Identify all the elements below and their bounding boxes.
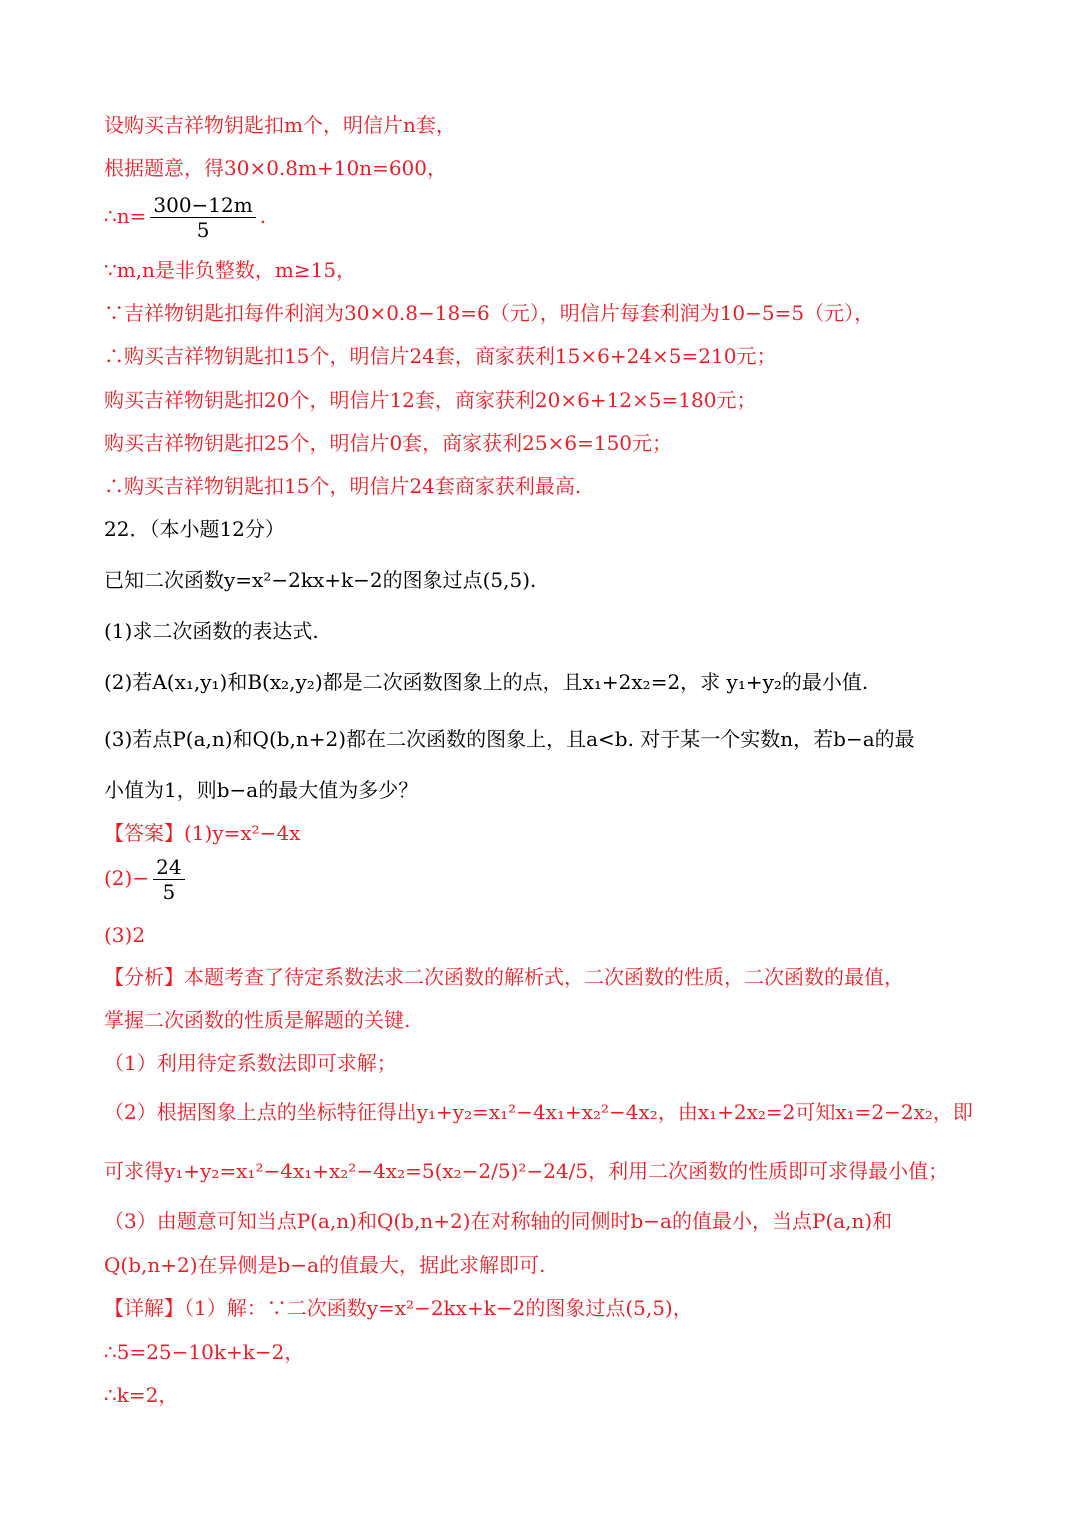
fraction-numerator: 300−12m bbox=[150, 193, 255, 218]
answer-2-denominator: 5 bbox=[162, 880, 176, 904]
analysis-7: Q(b,n+2)在异侧是b−a的值最大，据此求解即可. bbox=[104, 1253, 546, 1277]
answer-2-fraction bbox=[153, 855, 184, 904]
line-7: 购买吉祥物钥匙扣20个，明信片12套，商家获利20×6+12×5=180元； bbox=[104, 388, 757, 412]
answer-2-numerator: 24 bbox=[153, 855, 184, 880]
line-8: 购买吉祥物钥匙扣25个，明信片0套，商家获利25×6=150元； bbox=[104, 431, 673, 455]
question-stem: 已知二次函数y=x²−2kx+k−2的图象过点(5,5). bbox=[104, 568, 537, 592]
line-6: ∴购买吉祥物钥匙扣15个，明信片24套，商家获利15×6+24×5=210元； bbox=[104, 344, 777, 368]
question-part-2: (2)若A(x₁,y₁)和B(x₂,y₂)都是二次函数图象上的点，且x₁+2x₂=2，求 y₁+y₂的最小值. bbox=[104, 670, 869, 694]
answer-3: (3)2 bbox=[104, 923, 146, 947]
answer-2 bbox=[104, 855, 189, 904]
line-2: 根据题意，得30×0.8m+10n=600， bbox=[104, 156, 447, 180]
analysis-3: （1）利用待定系数法即可求解； bbox=[104, 1051, 397, 1075]
analysis-6: （3）由题意可知当点P(a,n)和Q(b,n+2)在对称轴的同侧时b−a的值最小，当点P(a,n)和 bbox=[104, 1209, 893, 1233]
analysis-2: 掌握二次函数的性质是解题的关键. bbox=[104, 1008, 411, 1032]
detail-1: 【详解】（1）解：∵二次函数y=x²−2kx+k−2的图象过点(5,5)， bbox=[104, 1296, 693, 1320]
question-part-1: (1)求二次函数的表达式. bbox=[104, 619, 319, 643]
question-header: 22．（本小题12分） bbox=[104, 517, 285, 541]
fraction-denominator: 5 bbox=[196, 218, 210, 242]
detail-3: ∴k=2， bbox=[104, 1383, 179, 1407]
line-3-suffix: . bbox=[259, 204, 267, 228]
line-1: 设购买吉祥物钥匙扣m个，明信片n套， bbox=[104, 113, 456, 137]
line-9: ∴购买吉祥物钥匙扣15个，明信片24套商家获利最高. bbox=[104, 474, 582, 498]
line-5: ∵吉祥物钥匙扣每件利润为30×0.8−18=6（元），明信片每套利润为10−5=5（元）， bbox=[104, 301, 875, 325]
question-part-3-cont: 小值为1，则b−a的最大值为多少？ bbox=[104, 778, 419, 802]
line-3 bbox=[104, 193, 266, 242]
answer-1: 【答案】(1)y=x²−4x bbox=[104, 821, 301, 845]
analysis-5: 可求得y₁+y₂=x₁²−4x₁+x₂²−4x₂=5(x₂−2/5)²−24/5，利用二次函数的性质即可求得最小值； bbox=[104, 1159, 949, 1183]
answer-2-prefix: (2)− bbox=[104, 866, 150, 890]
fraction bbox=[150, 193, 255, 242]
line-4: ∵m,n是非负整数，m≥15， bbox=[104, 258, 357, 282]
line-3-prefix: ∴n= bbox=[104, 204, 147, 228]
analysis-1: 【分析】本题考查了待定系数法求二次函数的解析式，二次函数的性质，二次函数的最值， bbox=[104, 965, 904, 989]
analysis-4: （2）根据图象上点的坐标特征得出y₁+y₂=x₁²−4x₁+x₂²−4x₂，由x₁+2x₂=2可知x₁=2−2x₂，即 bbox=[104, 1100, 973, 1124]
detail-2: ∴5=25−10k+k−2， bbox=[104, 1340, 305, 1364]
question-part-3: (3)若点P(a,n)和Q(b,n+2)都在二次函数的图象上，且a<b. 对于某一个实数n，若b−a的最 bbox=[104, 727, 915, 751]
